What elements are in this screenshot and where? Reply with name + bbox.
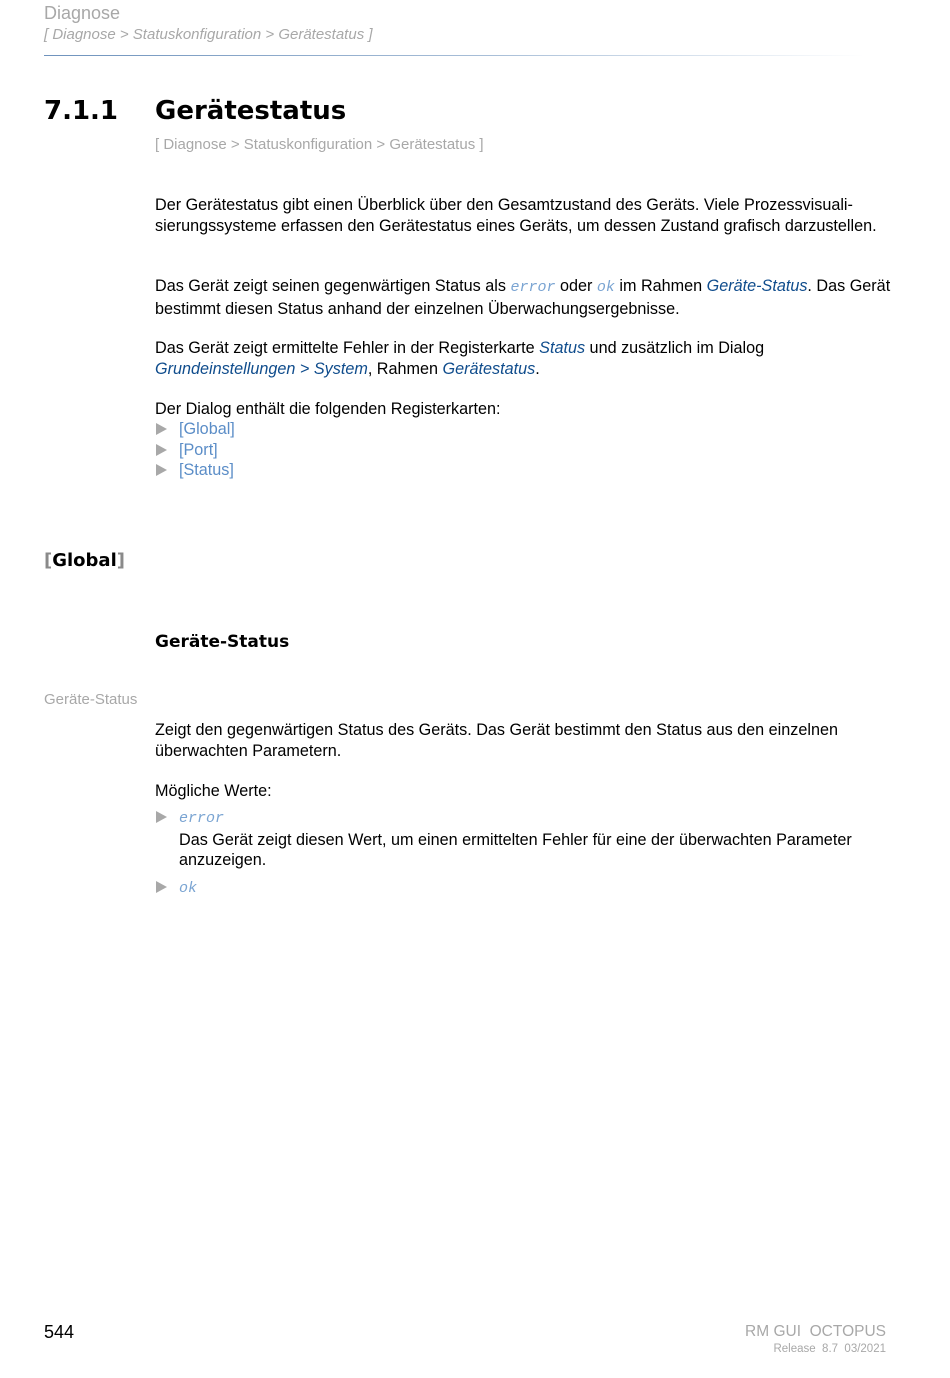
value-code-ok: ok bbox=[179, 879, 198, 897]
values-list bbox=[155, 807, 895, 899]
header-divider bbox=[44, 55, 864, 56]
text: , Rahmen bbox=[367, 359, 443, 378]
triangle-bullet-icon bbox=[156, 811, 167, 823]
link-geraetestatus[interactable]: Gerätestatus bbox=[442, 359, 536, 378]
values-label-text: Mögliche Werte: bbox=[155, 782, 272, 800]
link-grundeinstellungen-system[interactable]: Grundeinstellungen > System bbox=[155, 359, 368, 378]
link-geraete-status[interactable]: Geräte-Status bbox=[706, 277, 808, 295]
global-section-title: Global bbox=[52, 550, 117, 571]
text: . Das Gerät bestimmt diesen Status anhand der einzelnen Überwachungsergebnisse. bbox=[155, 277, 891, 318]
bracket-open: [ bbox=[44, 550, 53, 571]
intro-paragraph-3 bbox=[155, 338, 895, 379]
tab-link-port[interactable]: [Port] bbox=[179, 440, 218, 459]
intro-paragraph-4 bbox=[155, 399, 895, 420]
page-number: 544 bbox=[44, 1322, 75, 1342]
text: Das Gerät zeigt seinen gegenwärtigen Status als bbox=[155, 277, 511, 295]
intro-paragraph-1 bbox=[155, 195, 895, 236]
global-description-text: Zeigt den gegenwärtigen Status des Geräts. Das Gerät bestimmt den Status aus den einzelnen überwachten Parametern. bbox=[155, 721, 838, 760]
triangle-bullet-icon bbox=[156, 423, 167, 435]
text: und zusätzlich im Dialog bbox=[585, 339, 765, 357]
list-item bbox=[155, 807, 895, 871]
link-status-tab[interactable]: Status bbox=[539, 339, 586, 357]
tab-link-status[interactable]: [Status] bbox=[179, 461, 234, 479]
value-code-ok: ok bbox=[596, 279, 615, 296]
tab-link-global[interactable]: [Global] bbox=[179, 420, 235, 438]
bracket-close: ] bbox=[116, 550, 125, 571]
text: Das Gerät zeigt ermittelte Fehler in der Registerkarte bbox=[155, 339, 540, 357]
global-section-heading bbox=[44, 550, 125, 571]
footer-release: Release 8.7 03/2021 bbox=[773, 1343, 886, 1355]
running-header-title: Diagnose bbox=[44, 3, 121, 23]
intro-text-1: Der Gerätestatus gibt einen Überblick über den Gesamtzustand des Geräts. Viele Prozessvisualisierungssysteme erfassen den Gerätestatus eines Geräts, um dessen Zustand grafisch darzustellen. bbox=[155, 196, 877, 235]
section-title: Gerätestatus bbox=[155, 96, 347, 126]
text: oder bbox=[555, 277, 597, 295]
intro-paragraph-2 bbox=[155, 276, 895, 319]
section-number: 7.1.1 bbox=[44, 96, 119, 126]
values-label bbox=[155, 781, 895, 802]
list-item bbox=[155, 460, 895, 481]
running-header-breadcrumb: [ Diagnose > Statuskonfiguration > Gerätestatus ] bbox=[44, 26, 373, 43]
value-code-error: error bbox=[510, 279, 556, 296]
margin-label: Geräte-Status bbox=[44, 691, 138, 708]
tab-list bbox=[155, 419, 895, 481]
section-breadcrumb: [ Diagnose > Statuskonfiguration > Gerätestatus ] bbox=[155, 136, 484, 153]
intro-text-4: Der Dialog enthält die folgenden Registerkarten: bbox=[155, 400, 501, 418]
triangle-bullet-icon bbox=[156, 881, 167, 893]
footer-product: RM GUI OCTOPUS bbox=[745, 1323, 886, 1340]
text: im Rahmen bbox=[614, 277, 707, 295]
triangle-bullet-icon bbox=[156, 464, 167, 476]
text: . bbox=[535, 359, 540, 378]
list-item bbox=[155, 440, 895, 461]
value-code-error: error bbox=[179, 810, 225, 827]
global-description bbox=[155, 720, 895, 761]
value-description: Das Gerät zeigt diesen Wert, um einen ermittelten Fehler für eine der überwachten Parameter anzuzeigen. bbox=[179, 830, 852, 869]
triangle-bullet-icon bbox=[156, 444, 167, 456]
list-item bbox=[155, 877, 895, 900]
subheading-geraete-status: Geräte-Status bbox=[155, 632, 290, 652]
list-item bbox=[155, 419, 895, 440]
